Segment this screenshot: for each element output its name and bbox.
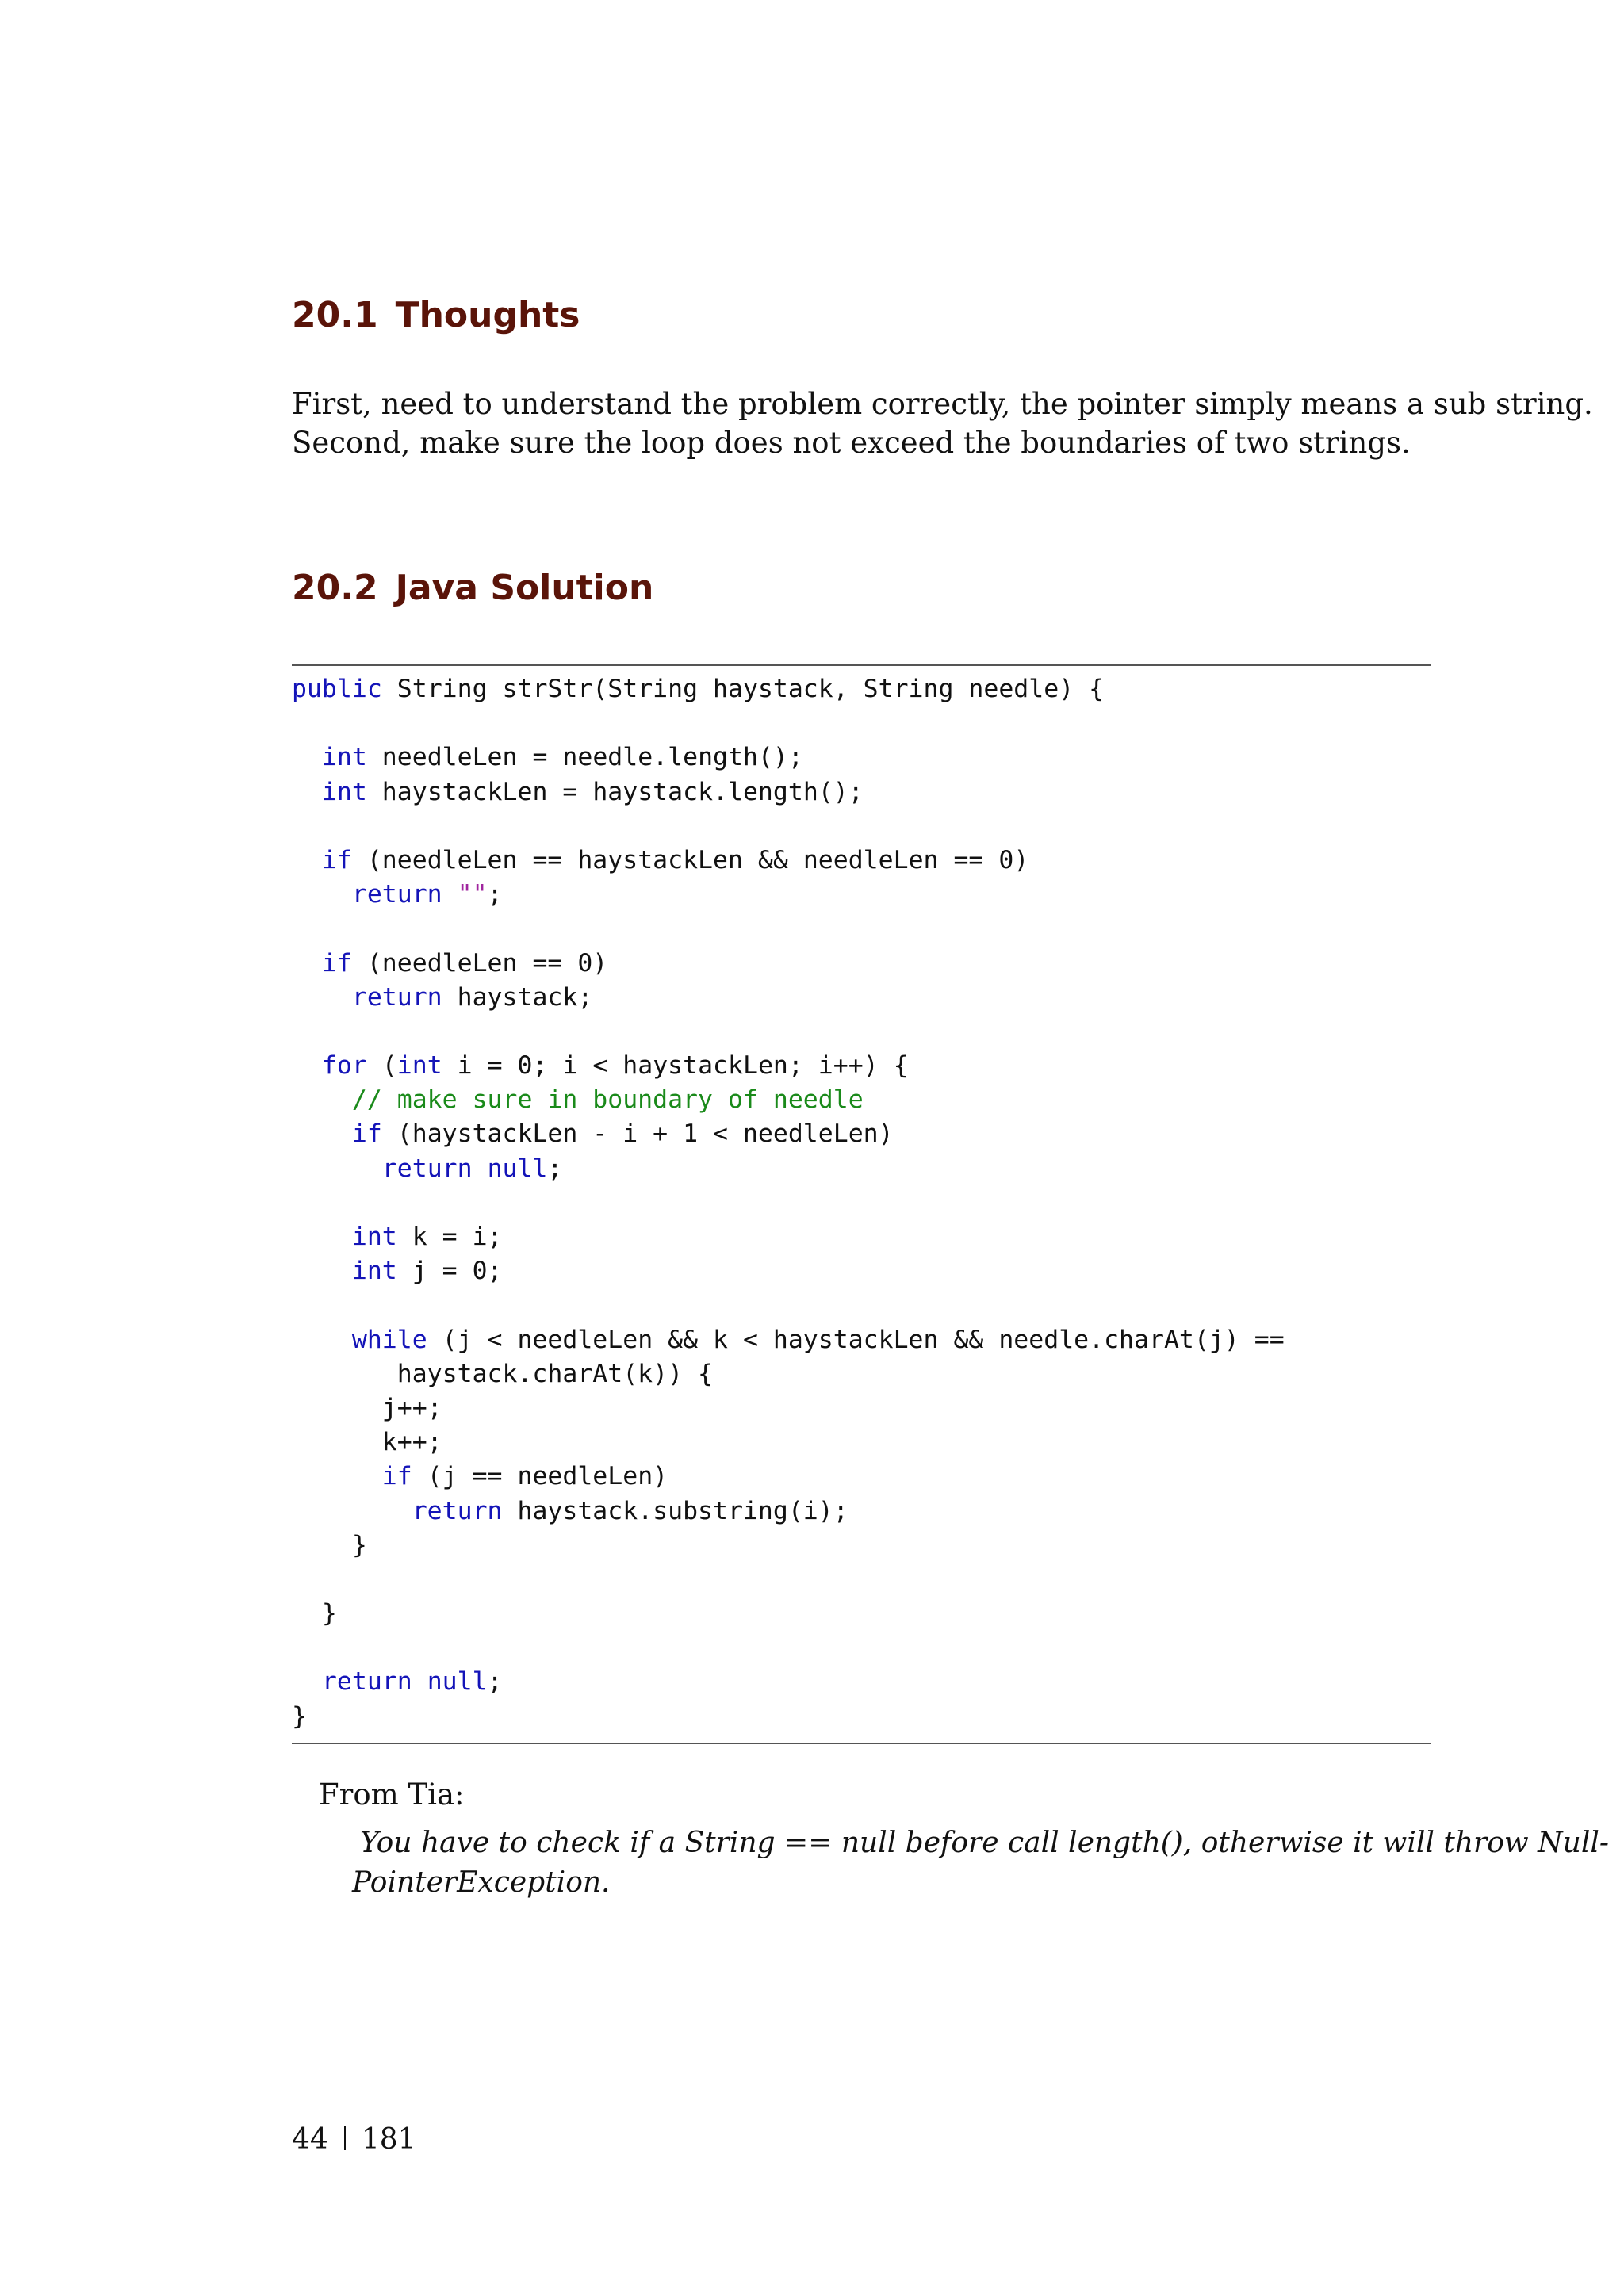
code-line <box>292 878 1285 912</box>
code-comment: // make sure in boundary of needle <box>351 1085 864 1115</box>
code-text <box>292 983 352 1012</box>
page-footer <box>292 2123 416 2156</box>
code-keyword: return <box>351 982 442 1012</box>
code-text: } <box>292 1701 307 1731</box>
code-text: (needleLen == haystackLen && needleLen == 0) <box>351 845 1029 874</box>
code-text: k++; <box>292 1428 442 1457</box>
code-line <box>292 1357 1285 1391</box>
code-text: ; <box>487 1667 503 1697</box>
code-line <box>292 1323 1285 1357</box>
code-keyword: if <box>351 1119 382 1149</box>
code-text <box>292 1223 352 1251</box>
code-line <box>292 809 1285 844</box>
code-line <box>292 740 1285 775</box>
code-line <box>292 706 1285 740</box>
code-text <box>292 1497 412 1525</box>
code-keyword: if <box>321 845 352 874</box>
code-line <box>292 1425 1285 1460</box>
code-text <box>292 743 322 771</box>
code-line <box>292 1254 1285 1288</box>
code-text <box>292 1154 382 1183</box>
code-line <box>292 981 1285 1015</box>
section-number: 20.1 <box>292 295 378 335</box>
code-line <box>292 1152 1285 1186</box>
code-text <box>442 880 458 909</box>
code-text <box>292 1085 352 1114</box>
code-text: (j < needleLen && k < haystackLen && needle.charAt(j) == <box>427 1325 1285 1354</box>
code-keyword: return <box>412 1496 503 1525</box>
code-keyword: null <box>487 1154 548 1183</box>
code-text <box>292 880 352 909</box>
code-bottom-rule <box>292 1743 1431 1744</box>
section-title: Thoughts <box>395 295 580 335</box>
code-text: (j == needleLen) <box>412 1462 668 1491</box>
section-heading-thoughts <box>292 295 580 335</box>
code-line <box>292 1288 1285 1322</box>
paragraph-line: Second, make sure the loop does not exceed the boundaries of two strings. <box>292 426 1411 460</box>
code-line <box>292 1049 1285 1083</box>
code-text: haystack.charAt(k)) { <box>292 1359 714 1388</box>
note-line: You have to check if a String == null before call length(), otherwise it will throw Null- <box>360 1827 1610 1859</box>
code-text <box>412 1667 427 1696</box>
code-text: ; <box>487 880 503 909</box>
thoughts-paragraph <box>292 385 1593 462</box>
code-line <box>292 947 1285 981</box>
note-label: From Tia: <box>319 1777 465 1812</box>
section-heading-java-solution <box>292 568 654 608</box>
code-text: haystack.substring(i); <box>502 1496 848 1525</box>
code-line <box>292 1460 1285 1494</box>
code-text: haystack; <box>442 982 593 1012</box>
code-line <box>292 1597 1285 1631</box>
code-line <box>292 1700 1285 1734</box>
code-line <box>292 1186 1285 1220</box>
code-keyword: if <box>321 948 352 978</box>
code-text <box>292 1051 322 1080</box>
code-line <box>292 1563 1285 1597</box>
code-text: j++; <box>292 1393 442 1422</box>
code-keyword: null <box>427 1667 488 1697</box>
code-line <box>292 1083 1285 1117</box>
code-keyword: return <box>381 1154 473 1183</box>
code-text <box>292 1462 382 1490</box>
code-text: j = 0; <box>396 1257 503 1286</box>
code-line <box>292 1529 1285 1563</box>
code-keyword: while <box>351 1325 427 1354</box>
code-line <box>292 1391 1285 1425</box>
code-line <box>292 1015 1285 1049</box>
code-text <box>292 846 322 874</box>
note-quote <box>352 1823 1610 1903</box>
code-keyword: if <box>381 1462 412 1491</box>
code-text: ; <box>547 1154 563 1183</box>
code-text: haystackLen = haystack.length(); <box>366 777 864 806</box>
code-line <box>292 912 1285 946</box>
code-text <box>292 1667 322 1696</box>
code-text: i = 0; i < haystackLen; i++) { <box>442 1051 909 1081</box>
code-text <box>292 778 322 806</box>
code-line <box>292 1117 1285 1151</box>
section-number: 20.2 <box>292 568 378 608</box>
code-text: k = i; <box>396 1223 503 1251</box>
code-keyword: for <box>321 1051 367 1081</box>
code-text <box>292 949 322 978</box>
code-keyword: int <box>351 1223 397 1251</box>
code-line <box>292 1665 1285 1699</box>
note-line: PointerException. <box>352 1866 611 1899</box>
code-keyword: int <box>321 743 367 772</box>
code-line <box>292 1494 1285 1529</box>
code-listing <box>292 672 1285 1734</box>
code-text: (needleLen == 0) <box>351 948 608 978</box>
code-keyword: return <box>351 880 442 909</box>
code-keyword: int <box>351 1257 397 1286</box>
code-line <box>292 844 1285 878</box>
code-line <box>292 1220 1285 1254</box>
code-top-rule <box>292 664 1431 666</box>
code-text: } <box>292 1599 337 1628</box>
code-text: } <box>292 1530 367 1559</box>
code-keyword: int <box>396 1051 442 1081</box>
code-text <box>292 1119 352 1148</box>
paragraph-line: First, need to understand the problem correctly, the pointer simply means a sub string. <box>292 387 1593 421</box>
code-text <box>292 1257 352 1285</box>
page-total: 181 <box>361 2123 416 2156</box>
code-line <box>292 672 1285 706</box>
section-title: Java Solution <box>395 568 654 608</box>
page-number: 44 <box>292 2123 328 2156</box>
code-text <box>292 1326 352 1354</box>
code-string: "" <box>457 880 488 909</box>
code-keyword: public <box>292 675 382 703</box>
code-text: (haystackLen - i + 1 < needleLen) <box>381 1119 894 1149</box>
code-text: needleLen = needle.length(); <box>366 743 803 772</box>
code-line <box>292 1631 1285 1665</box>
code-keyword: int <box>321 777 367 806</box>
code-text: String strStr(String haystack, String needle) { <box>381 675 1105 703</box>
code-keyword: return <box>321 1667 412 1697</box>
footer-separator <box>344 2126 346 2150</box>
code-text <box>473 1154 488 1183</box>
code-text: ( <box>366 1051 397 1081</box>
code-line <box>292 775 1285 809</box>
